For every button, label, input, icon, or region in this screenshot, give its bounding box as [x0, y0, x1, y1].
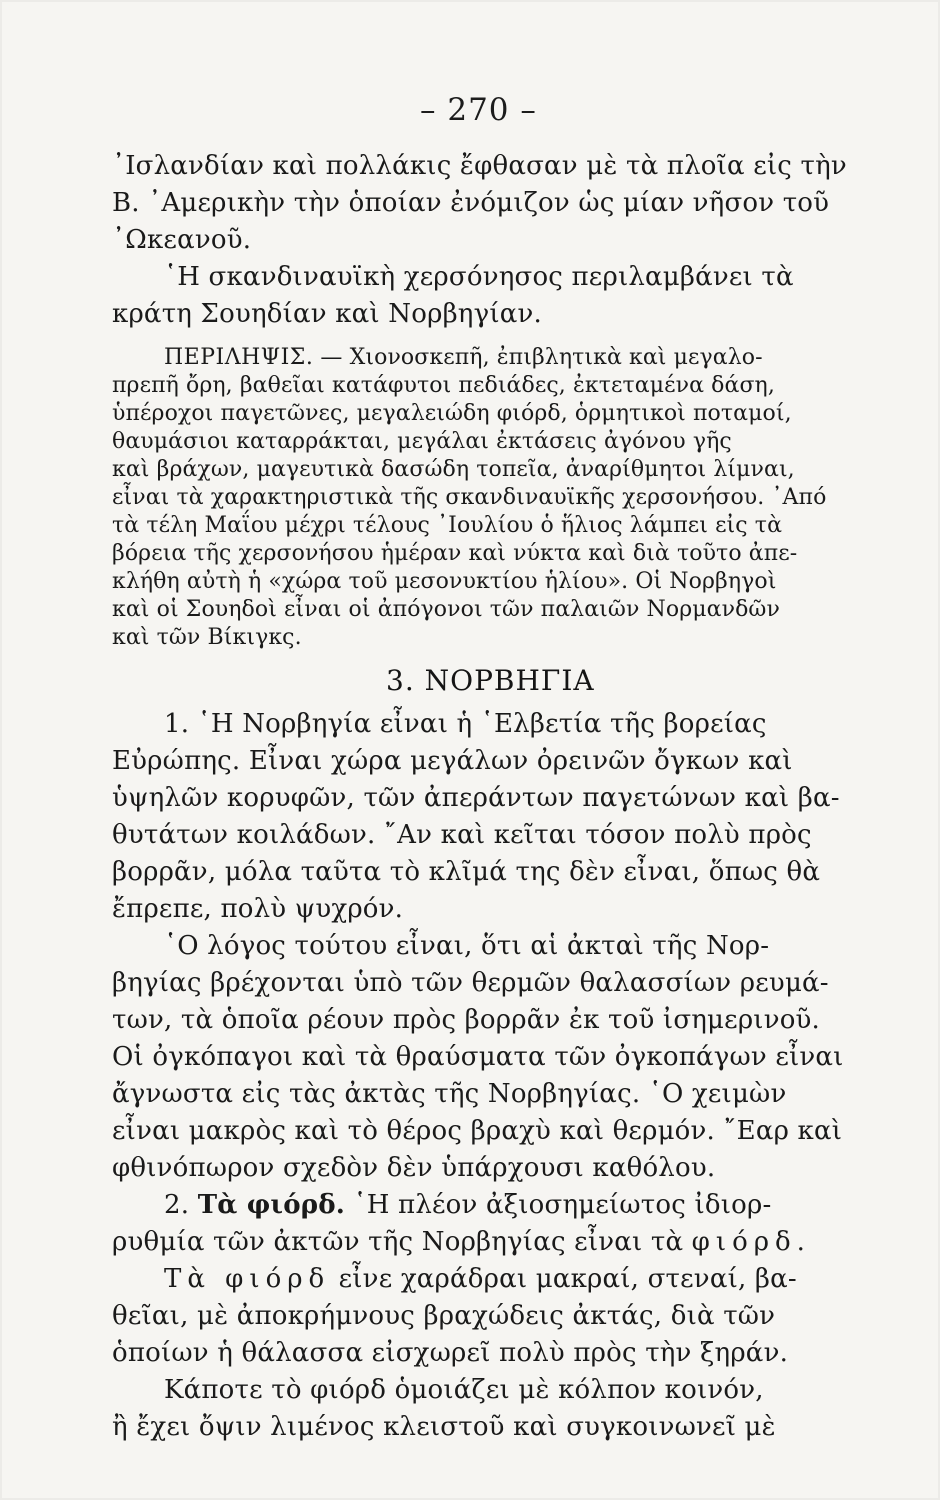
page-number: – 270 – [420, 92, 537, 128]
norway-section-body [112, 706, 844, 1446]
summary-line: καὶ βράχων, μαγευτικὰ δασώδη τοπεῖα, ἀναρίθμητοι λίμναι, [112, 457, 795, 482]
intro-line: Β. ᾿Αμερικὴν τὴν ὁποίαν ἐνόμιζον ὡς μίαν νῆσον τοῦ [112, 188, 830, 218]
body-line: βορρᾶν, μόλα ταῦτα τὸ κλῖμά της δὲν εἶναι, ὅπως θὰ [112, 857, 821, 887]
summary-line: πρεπῆ ὄρη, βαθεῖαι κατάφυτοι πεδιάδες, ἐκτεταμένα δάση, [112, 373, 775, 398]
body-line: 1. ῾Η Νορβηγία εἶναι ἡ ῾Ελβετία τῆς βορείας [164, 709, 767, 739]
body-line: φθινόπωρον σχεδὸν δὲν ὑπάρχουσι καθόλου. [112, 1153, 716, 1183]
term-prefix: ρυθμία τῶν ἀκτῶν τῆς Νορβηγίας εἶναι τὰ [112, 1227, 692, 1257]
summary-line: καὶ τῶν Βίκιγκς. [112, 625, 302, 650]
body-paragraph-2 [112, 928, 844, 1187]
summary-line: ὑπέροχοι παγετῶνες, μεγαλειώδη φιόρδ, ὁρμητικοὶ ποταμοί, [112, 401, 792, 426]
spaced-term: Τὰ φιόρδ [164, 1264, 331, 1294]
summary-line: κλήθη αὐτὴ ἡ «χώρα τοῦ μεσονυκτίου ἡλίου». Οἱ Νορβηγοὶ [112, 569, 777, 594]
summary-first-line [112, 344, 822, 372]
subsection-title: Τὰ φιόρδ. [197, 1190, 346, 1220]
intro-line: ᾿Ισλανδίαν καὶ πολλάκις ἔφθασαν μὲ τὰ πλοῖα εἰς τὴν [112, 151, 847, 181]
intro-paragraphs [112, 148, 847, 333]
subsection-first-line-rest: ῾Η πλέον ἀξιοσημείωτος ἰδιορ- [345, 1190, 772, 1220]
summary-line: βόρεια τῆς χερσονήσου ἡμέραν καὶ νύκτα καὶ διὰ τοῦτο ἀπε- [112, 541, 798, 566]
term-suffix: . [796, 1227, 806, 1257]
body-line: ἄγνωστα εἰς τὰς ἀκτὰς τῆς Νορβηγίας. ῾Ο χειμὼν [112, 1079, 787, 1109]
summary-line: εἶναι τὰ χαρακτηριστικὰ τῆς σκανδιναυϊκῆς χερσονήσου. ᾿Από [112, 485, 827, 510]
body-line: θυτάτων κοιλάδων. ῎Αν καὶ κεῖται τόσον πολὺ πρὸς [112, 820, 812, 850]
body-paragraph-1 [112, 706, 840, 928]
body-line: βηγίας βρέχονται ὑπὸ τῶν θερμῶν θαλασσίων ρευμά- [112, 968, 829, 998]
body-line: Εὐρώπης. Εἶναι χώρα μεγάλων ὀρεινῶν ὄγκων καὶ [112, 746, 793, 776]
intro-line: ῾Η σκανδιναυϊκὴ χερσόνησος περιλαμβάνει τὰ [164, 262, 794, 292]
summary-line: τὰ τέλη Μαΐου μέχρι τέλους ᾿Ιουλίου ὁ ἥλιος λάμπει εἰς τὰ [112, 513, 783, 538]
summary-first-line-rest: — Χιονοσκεπῆ, ἐπιβλητικὰ καὶ μεγαλο- [313, 345, 763, 370]
summary-label: ΠΕΡΙΛΗΨΙΣ. [164, 345, 314, 370]
summary-paragraph [112, 344, 827, 652]
body-line-with-spaced-term [112, 1261, 822, 1298]
body-paragraph-4 [112, 1261, 822, 1372]
body-line: εἶναι μακρὸς καὶ τὸ θέρος βραχὺ καὶ θερμόν. ῎Εαρ καὶ [112, 1116, 843, 1146]
body-line-with-spaced-term [112, 1224, 822, 1261]
intro-line: κράτη Σουηδίαν καὶ Νορβηγίαν. [112, 299, 542, 329]
body-line: ἢ ἔχει ὄψιν λιμένος κλειστοῦ καὶ συγκοινωνεῖ μὲ [112, 1412, 776, 1442]
body-line: Οἱ ὀγκόπαγοι καὶ τὰ θραύσματα τῶν ὀγκοπάγων εἶναι [112, 1042, 844, 1072]
body-line: ὑψηλῶν κορυφῶν, τῶν ἀπεράντων παγετώνων καὶ βα- [112, 783, 840, 813]
intro-paragraph-2 [112, 259, 822, 333]
body-line-with-subheading [112, 1187, 822, 1224]
body-paragraph-3 [112, 1187, 822, 1261]
body-line: ὁποίων ἡ θάλασσα εἰσχωρεῖ πολὺ πρὸς τὴν ξηράν. [112, 1338, 789, 1368]
body-line: Κάποτε τὸ φιόρδ ὁμοιάζει μὲ κόλπον κοινόν, [164, 1375, 764, 1405]
section-heading: 3. ΝΟΡΒΗΓΙΑ [386, 664, 595, 697]
body-paragraph-5 [112, 1372, 822, 1446]
summary-line: θαυμάσιοι καταρράκται, μεγάλαι ἐκτάσεις ἀγόνου γῆς [112, 429, 732, 454]
body-line: ἔπρεπε, πολὺ ψυχρόν. [112, 894, 404, 924]
spaced-term: φιόρδ [691, 1227, 797, 1257]
summary-line: καὶ οἱ Σουηδοὶ εἶναι οἱ ἀπόγονοι τῶν παλαιῶν Νορμανδῶν [112, 597, 780, 622]
body-line: των, τὰ ὁποῖα ρέουν πρὸς βορρᾶν ἐκ τοῦ ἰσημερινοῦ. [112, 1005, 821, 1035]
subsection-number: 2. [164, 1190, 190, 1220]
body-line-rest: εἶνε χαράδραι μακραί, στεναί, βα- [330, 1264, 797, 1294]
intro-line: ᾿Ωκεανοῦ. [112, 225, 252, 255]
body-line: ῾Ο λόγος τούτου εἶναι, ὅτι αἱ ἀκταὶ τῆς Νορ- [164, 931, 770, 961]
body-line: θεῖαι, μὲ ἀποκρήμνους βραχώδεις ἀκτάς, διὰ τῶν [112, 1301, 776, 1331]
intro-paragraph-1 [112, 148, 847, 259]
